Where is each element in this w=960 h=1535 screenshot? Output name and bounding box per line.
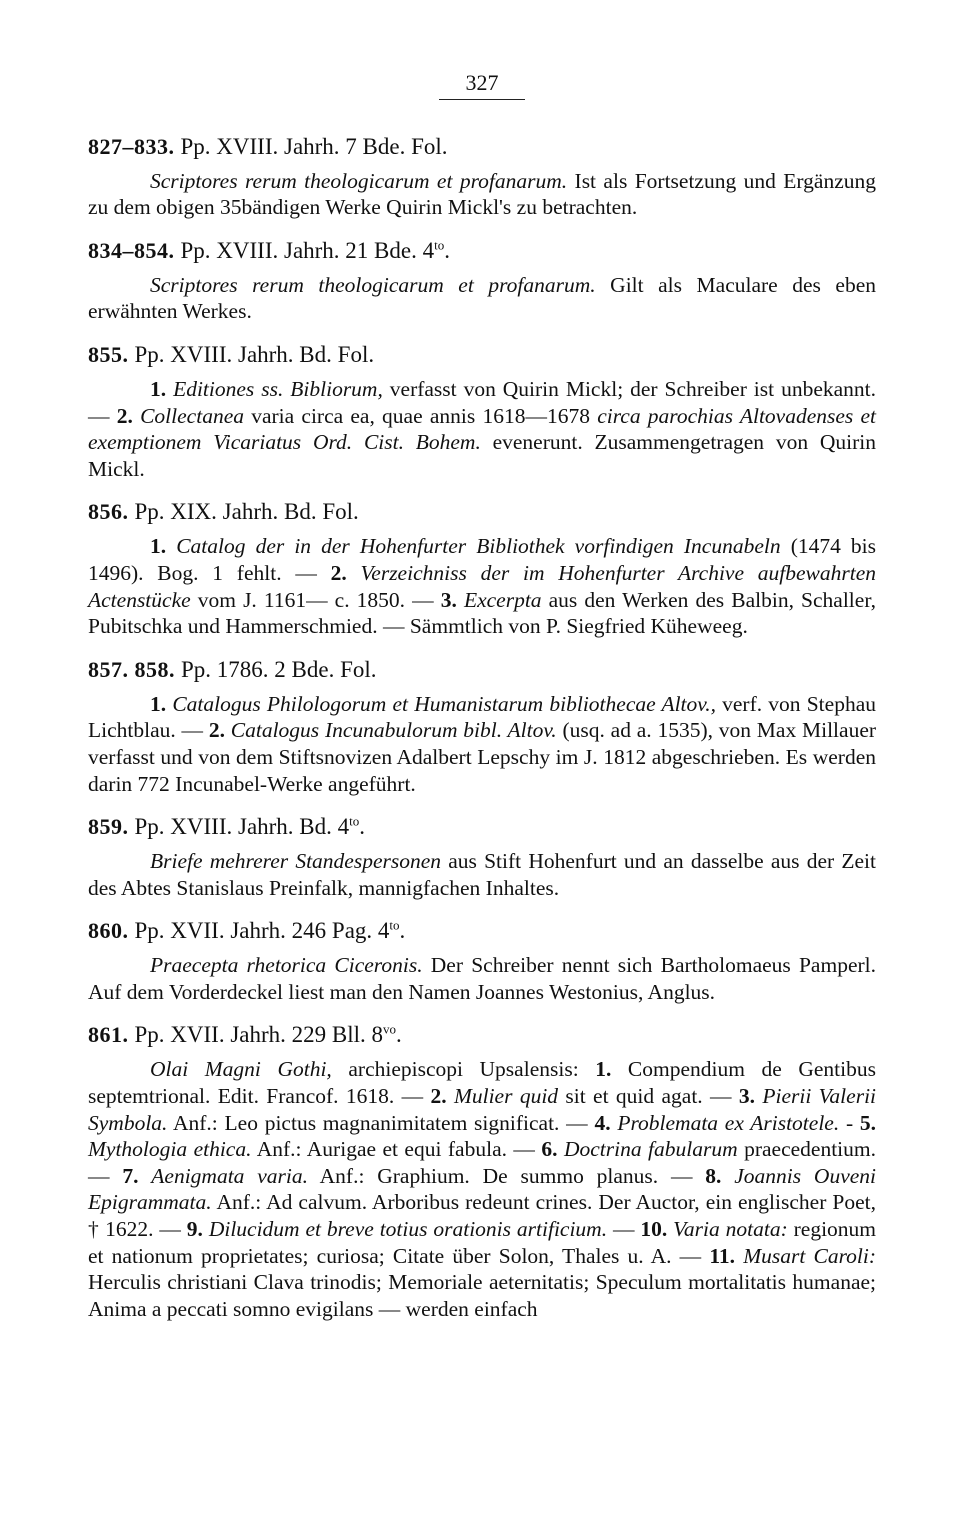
italic-title: Excerpta — [463, 587, 542, 612]
entry-number: 859. — [88, 814, 129, 840]
text-segment: Herculis christiani Clava trinodis; Memoriale aeternitatis; Speculum mortalitatis humanae; Anima a peccati somno evigilans — werden einfach — [88, 1270, 876, 1321]
entry-paragraph — [88, 1056, 876, 1322]
item-number: 10. — [640, 1217, 674, 1242]
text-segment: aus Stift Hohenfurt und an dasselbe aus der Zeit des Abtes Stanislaus Preinfalk, mannigfachen Inhaltes. — [88, 849, 876, 900]
italic-title: Doctrina fabularum — [563, 1137, 738, 1162]
entry-paragraph — [88, 533, 876, 639]
italic-title: Collectanea — [140, 403, 244, 428]
entry-body — [88, 272, 876, 325]
text-segment: Anf.: Aurigae et equi fabula. — — [251, 1137, 542, 1162]
entry-body — [88, 952, 876, 1005]
entry-heading — [88, 340, 876, 370]
text-segment: verfasst von Quirin Mickl; der Schreiber ist unbekannt. — — [88, 376, 876, 428]
text-segment: Anf.: Ad calvum. Arboribus redeunt crines. Der Auctor, ein englischer Poet, † 1622. — — [88, 1190, 876, 1242]
entry-body — [88, 376, 876, 482]
catalog-entry — [88, 340, 876, 482]
text-segment: archiepiscopi Upsalensis: — [331, 1057, 596, 1082]
italic-title: Praecepta rhetorica Ciceronis. — [150, 953, 423, 978]
italic-title: Problemata ex Aristotele. — [617, 1110, 840, 1135]
italic-title: Olai Magni Gothi, — [150, 1057, 332, 1082]
entry-paragraph — [88, 952, 876, 1005]
format-superscript: to — [349, 813, 360, 829]
text-segment: — — [607, 1217, 641, 1242]
format-superscript: to — [434, 237, 445, 253]
item-number: 3. — [440, 587, 464, 612]
item-number: 2. — [208, 718, 231, 743]
text-segment: Ist als Fortsetzung und Ergänzung zu dem obigen 35bändigen Werke Quirin Mickl's zu betrachten. — [88, 168, 876, 220]
entry-paragraph — [88, 691, 876, 797]
heading-period: . — [399, 918, 406, 944]
item-number: 1. — [150, 534, 177, 559]
item-number: 3. — [738, 1084, 763, 1109]
text-segment: Anf.: Graphium. De summo planus. — — [308, 1163, 706, 1188]
italic-title: Verzeichniss der im Hohenfurter Archive aufbewahrten Actenstücke — [88, 560, 877, 612]
italic-title: Catalogus Incunabulorum bibl. Altov. — [230, 718, 557, 743]
entry-description: Pp. XVII. Jahrh. 246 Pag. 4 — [134, 918, 390, 944]
entry-number: 855. — [88, 341, 129, 367]
item-number: 9. — [186, 1217, 209, 1242]
entry-paragraph — [88, 272, 876, 325]
item-number: 2. — [430, 1084, 454, 1109]
entry-number: 827–833. — [88, 133, 175, 159]
text-segment: verf. von Stephau Lichtblau. — — [88, 691, 876, 743]
item-number: 4. — [594, 1110, 618, 1135]
entry-description: Pp. XVII. Jahrh. 229 Bll. 8 — [134, 1022, 384, 1048]
entry-description: Pp. XIX. Jahrh. Bd. Fol. — [134, 499, 359, 525]
text-segment: aus den Werken des Balbin, Schaller, Pubitschka und Hammerschmied. — Sämmtlich von P. Siegfried Küheweeg. — [88, 587, 876, 639]
italic-title: Catalogus Philologorum et Humanistarum bibliothecae Altov., — [172, 691, 716, 716]
entry-paragraph — [88, 848, 876, 901]
heading-period: . — [359, 814, 366, 840]
text-segment: varia circa ea, quae annis 1618—1678 — [243, 403, 598, 428]
italic-title: Joannis Ouveni Epigrammata. — [88, 1163, 877, 1215]
italic-title: Varia notata: — [673, 1217, 788, 1242]
entry-number: 834–854. — [88, 237, 175, 263]
entry-paragraph — [88, 168, 876, 221]
item-number: 8. — [705, 1163, 735, 1188]
entry-body — [88, 533, 876, 639]
italic-title: Briefe mehrerer Standespersonen — [150, 849, 442, 874]
italic-title: Catalog der in der Hohenfurter Bibliothek vorfindigen Incunabeln — [176, 534, 781, 559]
entry-description: Pp. XVIII. Jahrh. 7 Bde. Fol. — [180, 133, 448, 159]
catalog-entry — [88, 916, 876, 1005]
entry-body — [88, 1056, 876, 1322]
item-number: 1. — [150, 691, 173, 716]
page-number: 327 — [88, 70, 876, 100]
text-segment: praecedentium. — — [88, 1137, 877, 1188]
italic-title: circa parochias Altovadenses et exemptionem Vicariatus Ord. Cist. Bohem. — [88, 403, 877, 455]
item-number: 5. — [859, 1110, 877, 1135]
entry-number: 856. — [88, 499, 129, 525]
entry-body — [88, 168, 876, 221]
entry-heading — [88, 132, 876, 162]
item-number: 1. — [595, 1057, 628, 1082]
entry-number: 861. — [88, 1022, 129, 1048]
entry-description: Pp. XVIII. Jahrh. Bd. Fol. — [134, 341, 375, 367]
italic-title: Aenigmata varia. — [151, 1163, 309, 1188]
italic-title: Musart Caroli: — [743, 1243, 876, 1268]
entry-heading — [88, 812, 876, 842]
catalog-entry — [88, 655, 876, 797]
text-segment: sit et quid agat. — — [558, 1084, 739, 1109]
text-segment: Anf.: Leo pictus magnanimitatem significat. — — [167, 1110, 595, 1135]
catalog-entry — [88, 1020, 876, 1322]
catalog-entry — [88, 497, 876, 639]
catalog-entry — [88, 236, 876, 325]
item-number: 11. — [709, 1243, 744, 1268]
entry-number: 860. — [88, 918, 129, 944]
entry-list — [88, 132, 876, 1323]
format-superscript: to — [389, 917, 400, 933]
text-segment: vom J. 1161— c. 1850. — — [190, 587, 441, 612]
entry-description: Pp. XVIII. Jahrh. Bd. 4 — [134, 814, 350, 840]
entry-heading — [88, 655, 876, 685]
italic-title: Mythologia ethica. — [88, 1137, 252, 1162]
item-number: 1. — [150, 376, 174, 401]
entry-description: Pp. XVIII. Jahrh. 21 Bde. 4 — [180, 237, 435, 263]
item-number: 6. — [541, 1137, 564, 1162]
heading-period: . — [444, 237, 450, 263]
entry-body — [88, 848, 876, 901]
heading-period: . — [396, 1022, 402, 1048]
italic-title: Pierii Valerii Symbola. — [88, 1084, 877, 1135]
item-number: 7. — [122, 1163, 152, 1188]
entry-heading — [88, 497, 876, 527]
format-superscript: vo — [383, 1021, 397, 1037]
italic-title: Editiones ss. Bibliorum, — [173, 376, 383, 401]
text-segment: Der Schreiber nennt sich Bartholomaeus Pamperl. Auf dem Vorderdeckel liest man den Namen Joannes Westonius, Anglus. — [88, 953, 876, 1004]
text-segment: - — [839, 1110, 860, 1135]
text-segment: Gilt als Maculare des eben erwähnten Werkes. — [88, 272, 876, 324]
italic-title: Scriptores rerum theologicarum et profanarum. — [150, 272, 596, 297]
item-number: 2. — [116, 403, 141, 428]
text-segment: evenerunt. Zusammengetragen von Quirin Mickl. — [88, 430, 876, 481]
text-segment: (1474 bis 1496). Bog. 1 fehlt. — — [88, 534, 877, 585]
italic-title: Mulier quid — [453, 1084, 559, 1109]
catalog-entry — [88, 132, 876, 221]
entry-paragraph — [88, 376, 876, 482]
item-number: 2. — [330, 560, 361, 585]
entry-body — [88, 691, 876, 797]
text-segment: Compendium de Gentibus septemtrional. Edit. Francof. 1618. — — [88, 1057, 876, 1109]
entry-heading — [88, 1020, 876, 1050]
entry-number: 857. 858. — [88, 656, 175, 682]
catalog-entry — [88, 812, 876, 901]
document-page — [88, 70, 876, 1337]
italic-title: Dilucidum et breve totius orationis artificium. — [208, 1217, 608, 1242]
entry-description: Pp. 1786. 2 Bde. Fol. — [181, 656, 377, 682]
text-segment: (usq. ad a. 1535), von Max Millauer verfasst und von dem Stiftsnovizen Adalbert Lepschy im J. 1812 abgeschrieben. Es werden darin 772 Incunabel-Werke angeführt. — [88, 718, 877, 796]
entry-heading — [88, 916, 876, 946]
entry-heading — [88, 236, 876, 266]
text-segment: regionum et nationum proprietates; curiosa; Citate über Solon, Thales u. A. — — [88, 1217, 877, 1268]
italic-title: Scriptores rerum theologicarum et profanarum. — [150, 168, 568, 193]
